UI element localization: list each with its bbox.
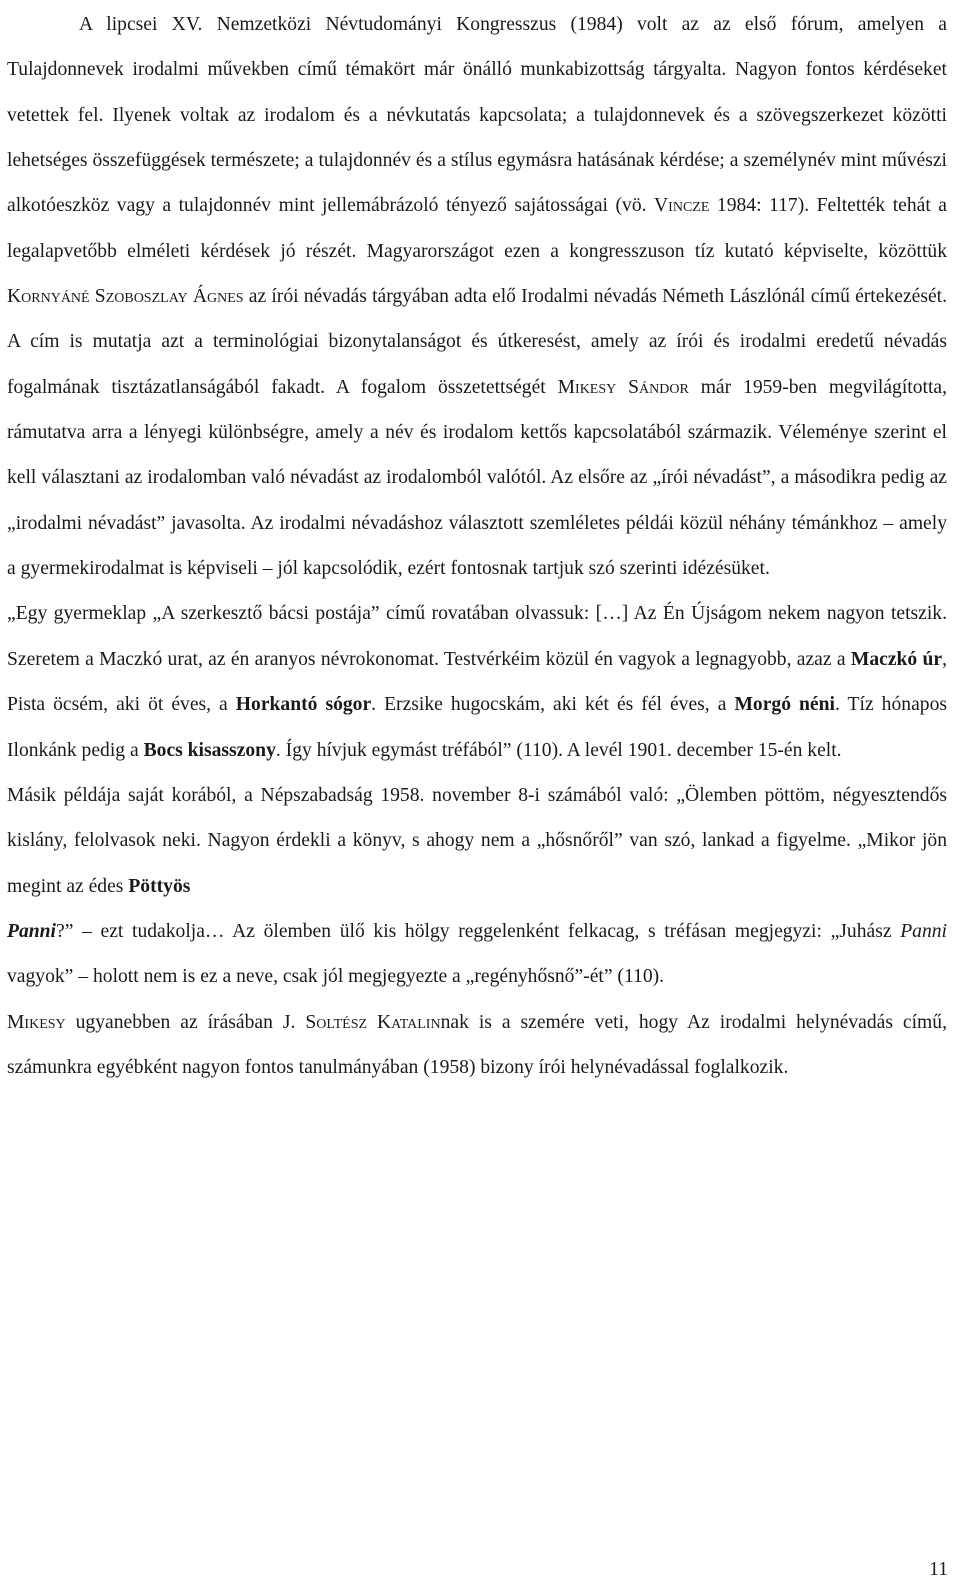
text-run: az írói névadás tárgyában adta elő Irodalmi névadás Németh Lászlónál című értekezését. A cím is mutatja azt a terminológiai bizonytalanságot és útkeresést, amely az írói és irodalmi eredetű névadás fogalmának tisztázatlanságából fakadt. A fogalom összetettségét (7, 286, 947, 398)
bold-name: Horkantó sógor (235, 694, 372, 716)
body-text (7, 2, 947, 1090)
bold-italic-name: Panni (7, 920, 57, 942)
bold-name: Pöttyös (128, 875, 191, 897)
text-run: . Tíz hónapos Ilonkánk pedig a (7, 694, 947, 761)
author-name: Soltész Katalin (305, 1011, 441, 1033)
italic-name: Panni (900, 920, 947, 942)
author-name: Vincze (654, 195, 710, 217)
paragraph-2-quote (7, 591, 947, 772)
paragraph-4 (7, 1000, 947, 1091)
page-number: 11 (929, 1559, 948, 1580)
paragraph-1 (7, 2, 947, 591)
bold-name: Maczkó úr (850, 648, 943, 670)
text-run: ugyanebben az írásában J. (65, 1011, 306, 1033)
author-name: Kornyáné Szoboszlay Ágnes (7, 286, 244, 308)
text-run: 1984: 117). Feltették tehát a legalapvetőbb elméleti kérdések jó részét. Magyarországot ezen a kongresszuson tíz kutató képviselte, közöttük (7, 195, 948, 262)
text-run: , Pista öcsém, aki öt éves, a (7, 648, 947, 716)
text-run: „Egy gyermeklap „A szerkesztő bácsi postája” című rovatában olvassuk: […] Az Én Újságom nekem nagyon tetszik. Szeretem a Maczkó urat, az én aranyos névrokonomat. Testvérkéim közül én vagyok a legnagyobb, azaz a (7, 603, 947, 670)
text-run: vagyok” – holott nem is ez a neve, csak jól megjegyezte a „regényhősnő”-ét” (110). (7, 966, 665, 988)
text-run: . Így hívjuk egymást tréfából” (110). A levél 1901. december 15-én kelt. (275, 739, 842, 761)
author-name: Mikesy Sándor (557, 376, 689, 398)
bold-name: Bocs kisasszony (143, 739, 276, 761)
text-run: Másik példája saját korából, a Népszabadság 1958. november 8-i számából való: „Ölemben pöttöm, négyesztendős kislány, felolvasok neki. Nagyon érdekli a könyv, s ahogy nem a „hősnőről” van szó, lankad a figyelme. „Mikor jön megint az édes (7, 784, 947, 897)
paragraph-3 (7, 773, 947, 1000)
bold-name: Morgó néni (734, 694, 835, 716)
text-run: ?” – ezt tudakolja… Az ölemben ülő kis hölgy reggelenként felkacag, s tréfásan megjegyzi: „Juhász (56, 920, 901, 942)
text-run: A lipcsei XV. Nemzetközi Névtudományi Kongresszus (1984) volt az az első fórum, amelyen a Tulajdonnevek irodalmi művekben című témakört már önálló munkabizottság tárgyalta. Nagyon fontos kérdéseket vetettek fel. Ilyenek voltak az irodalom és a névkutatás kapcsolata; a tulajdonnevek és a szövegszerkezet közötti lehetséges összefüggések természete; a tulajdonnév és a stílus egymásra hatásának kérdése; a személynév mint művészi alkotóeszköz vagy a tulajdonnév mint jellemábrázoló tényező sajátosságai (vö. (7, 14, 947, 217)
text-run: már 1959-ben megvilágította, rámutatva arra a lényegi különbségre, amely a név és irodalom kettős kapcsolatából származik. Véleménye szerint el kell választani az irodalomban való névadást az irodalomból valótól. Az elsőre az „írói névadást”, a másodikra pedig az „irodalmi névadást” javasolta. Az irodalmi névadáshoz választott szemléletes példái közül néhány témánkhoz – amely a gyermekirodalmat is képviseli – jól kapcsolódik, ezért fontosnak tartjuk szó szerinti idézésüket. (7, 376, 947, 580)
author-name: Mikesy (7, 1011, 66, 1033)
text-run: nak is a szemére veti, hogy Az irodalmi helynévadás című, számunkra egyébként nagyon fontos tanulmányában (1958) bizony írói helynévadással foglalkozik. (7, 1011, 947, 1078)
text-run: . Erzsike hugocskám, aki két és fél éves, a (371, 694, 735, 716)
